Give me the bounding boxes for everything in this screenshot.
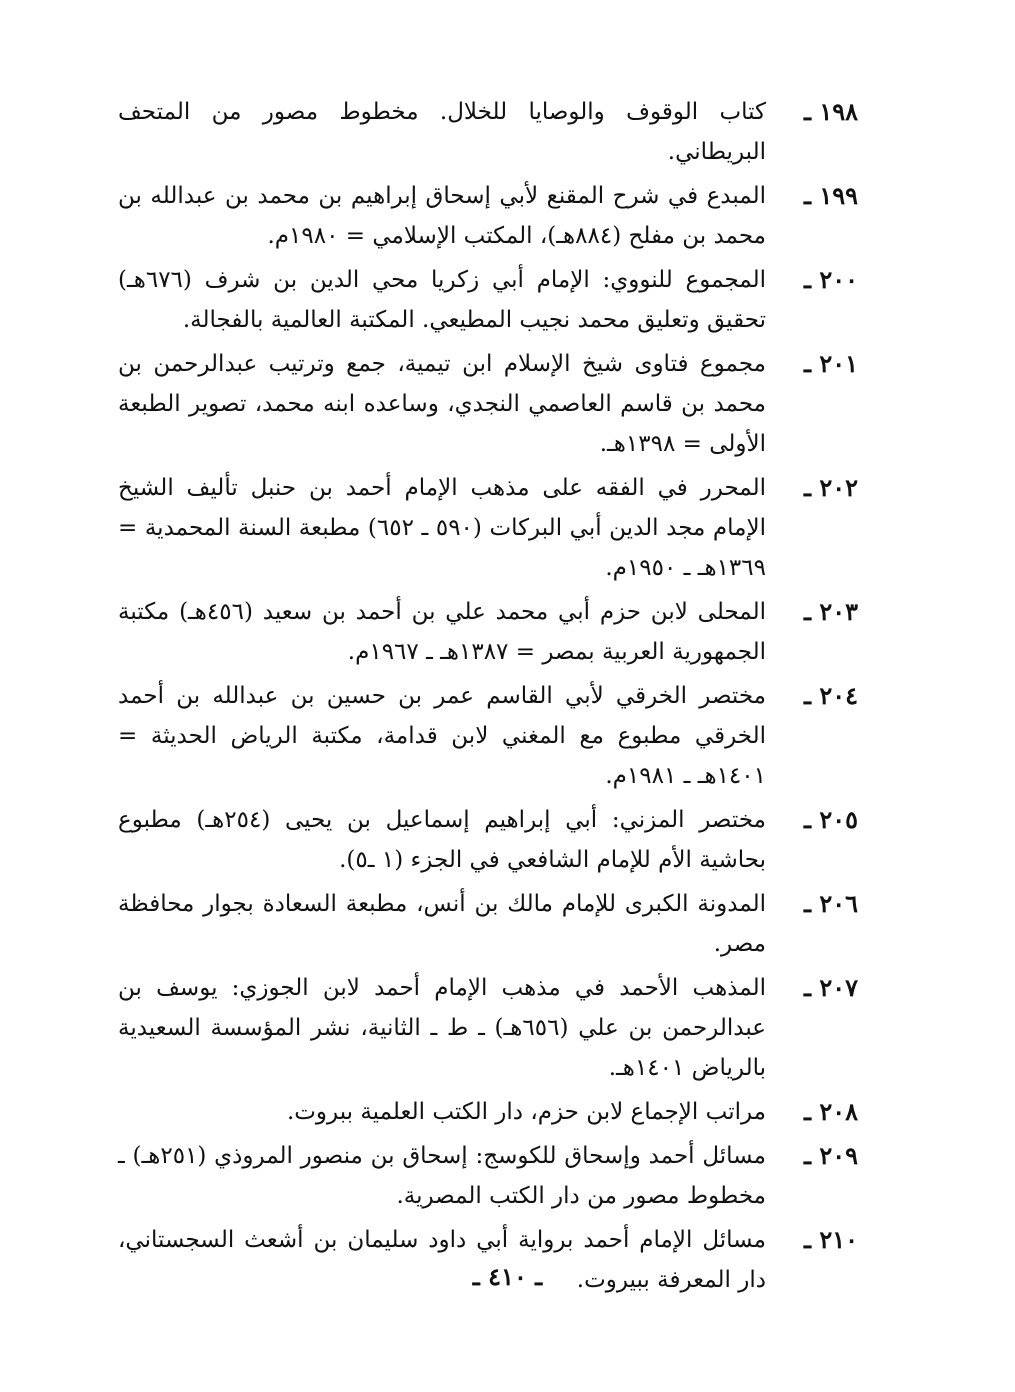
bibliography-entry-199: [118, 176, 858, 256]
entry-number: ٢٠٠ ـ: [803, 265, 858, 294]
bibliography-entry-206: [118, 884, 858, 964]
entry-number: ٢٠٥ ـ: [803, 805, 858, 834]
entry-number: ٢٠٤ ـ: [803, 681, 858, 710]
entry-number: ٢١٠ ـ: [803, 1225, 858, 1254]
bibliography-entry-198: [118, 92, 858, 172]
entry-text: المدونة الكبرى للإمام مالك بن أنس، مطبعة السعادة بجوار محافظة مصر.: [118, 891, 766, 957]
entry-number: ٢٠٨ ـ: [803, 1097, 858, 1126]
entry-text: كتاب الوقوف والوصايا للخلال. مخطوط مصور من المتحف البريطاني.: [118, 99, 766, 165]
bibliography-page: [118, 92, 858, 1304]
page-number: ـ ٤١٠ ـ: [472, 1262, 543, 1291]
entry-number: ١٩٩ ـ: [803, 181, 858, 210]
entry-text: المجموع للنووي: الإمام أبي زكريا محي الدين بن شرف (٦٧٦هـ) تحقيق وتعليق محمد نجيب المطيعي. المكتبة العالمية بالفجالة.: [118, 267, 766, 333]
entry-number: ٢٠١ ـ: [803, 349, 858, 378]
bibliography-entry-204: [118, 676, 858, 796]
entry-text: المحلى لابن حزم أبي محمد علي بن أحمد بن سعيد (٤٥٦هـ) مكتبة الجمهورية العربية بمصر = ١٣٨٧هـ ـ ١٩٦٧م.: [118, 599, 766, 665]
bibliography-entry-201: [118, 344, 858, 464]
bibliography-entry-208: [118, 1092, 858, 1132]
bibliography-entry-207: [118, 968, 858, 1088]
entry-text: المذهب الأحمد في مذهب الإمام أحمد لابن الجوزي: يوسف بن عبدالرحمن بن علي (٦٥٦هـ) ـ ط ـ الثانية، نشر المؤسسة السعيدية بالرياض ١٤٠١هـ.: [118, 975, 766, 1081]
bibliography-entry-200: [118, 260, 858, 340]
entry-text: مسائل أحمد وإسحاق للكوسج: إسحاق بن منصور المروذي (٢٥١هـ) ـ مخطوط مصور من دار الكتب المصرية.: [118, 1143, 766, 1209]
bibliography-entry-205: [118, 800, 858, 880]
entry-text: مراتب الإجماع لابن حزم، دار الكتب العلمية ببروت.: [286, 1099, 766, 1125]
entry-text: المحرر في الفقه على مذهب الإمام أحمد بن حنبل تأليف الشيخ الإمام مجد الدين أبي البركات (٥٩٠ ـ ٦٥٢) مطبعة السنة المحمدية = ١٣٦٩هـ ـ ١٩٥٠م.: [118, 475, 767, 581]
entry-text: مجموع فتاوى شيخ الإسلام ابن تيمية، جمع وترتيب عبدالرحمن بن محمد بن قاسم العاصمي النجدي، وساعده ابنه محمد، تصوير الطبعة الأولى = ١٣٩٨هـ.: [118, 351, 766, 457]
entry-text: المبدع في شرح المقنع لأبي إسحاق إبراهيم بن محمد بن عبدالله بن محمد بن مفلح (٨٨٤هـ)، المكتب الإسلامي = ١٩٨٠م.: [118, 183, 766, 249]
entry-text: مختصر المزني: أبي إبراهيم إسماعيل بن يحيى (٢٥٤هـ) مطبوع بحاشية الأم للإمام الشافعي في الجزء (١ ـ٥).: [118, 807, 766, 873]
bibliography-entry-202: [118, 468, 858, 588]
entry-number: ٢٠٩ ـ: [803, 1141, 858, 1170]
entry-number: ٢٠٢ ـ: [803, 473, 858, 502]
bibliography-entry-209: [118, 1136, 858, 1216]
entry-number: ١٩٨ ـ: [803, 97, 858, 126]
entry-text: مختصر الخرقي لأبي القاسم عمر بن حسين بن عبدالله بن أحمد الخرقي مطبوع مع المغني لابن قدامة، مكتبة الرياض الحديثة = ١٤٠١هـ ـ ١٩٨١م.: [118, 683, 766, 789]
entry-text: مسائل الإمام أحمد برواية أبي داود سليمان بن أشعث السجستاني، دار المعرفة ببيروت.: [118, 1227, 766, 1293]
entry-number: ٢٠٦ ـ: [803, 889, 858, 918]
entry-number: ٢٠٣ ـ: [803, 597, 858, 626]
bibliography-entry-203: [118, 592, 858, 672]
entry-number: ٢٠٧ ـ: [803, 973, 858, 1002]
